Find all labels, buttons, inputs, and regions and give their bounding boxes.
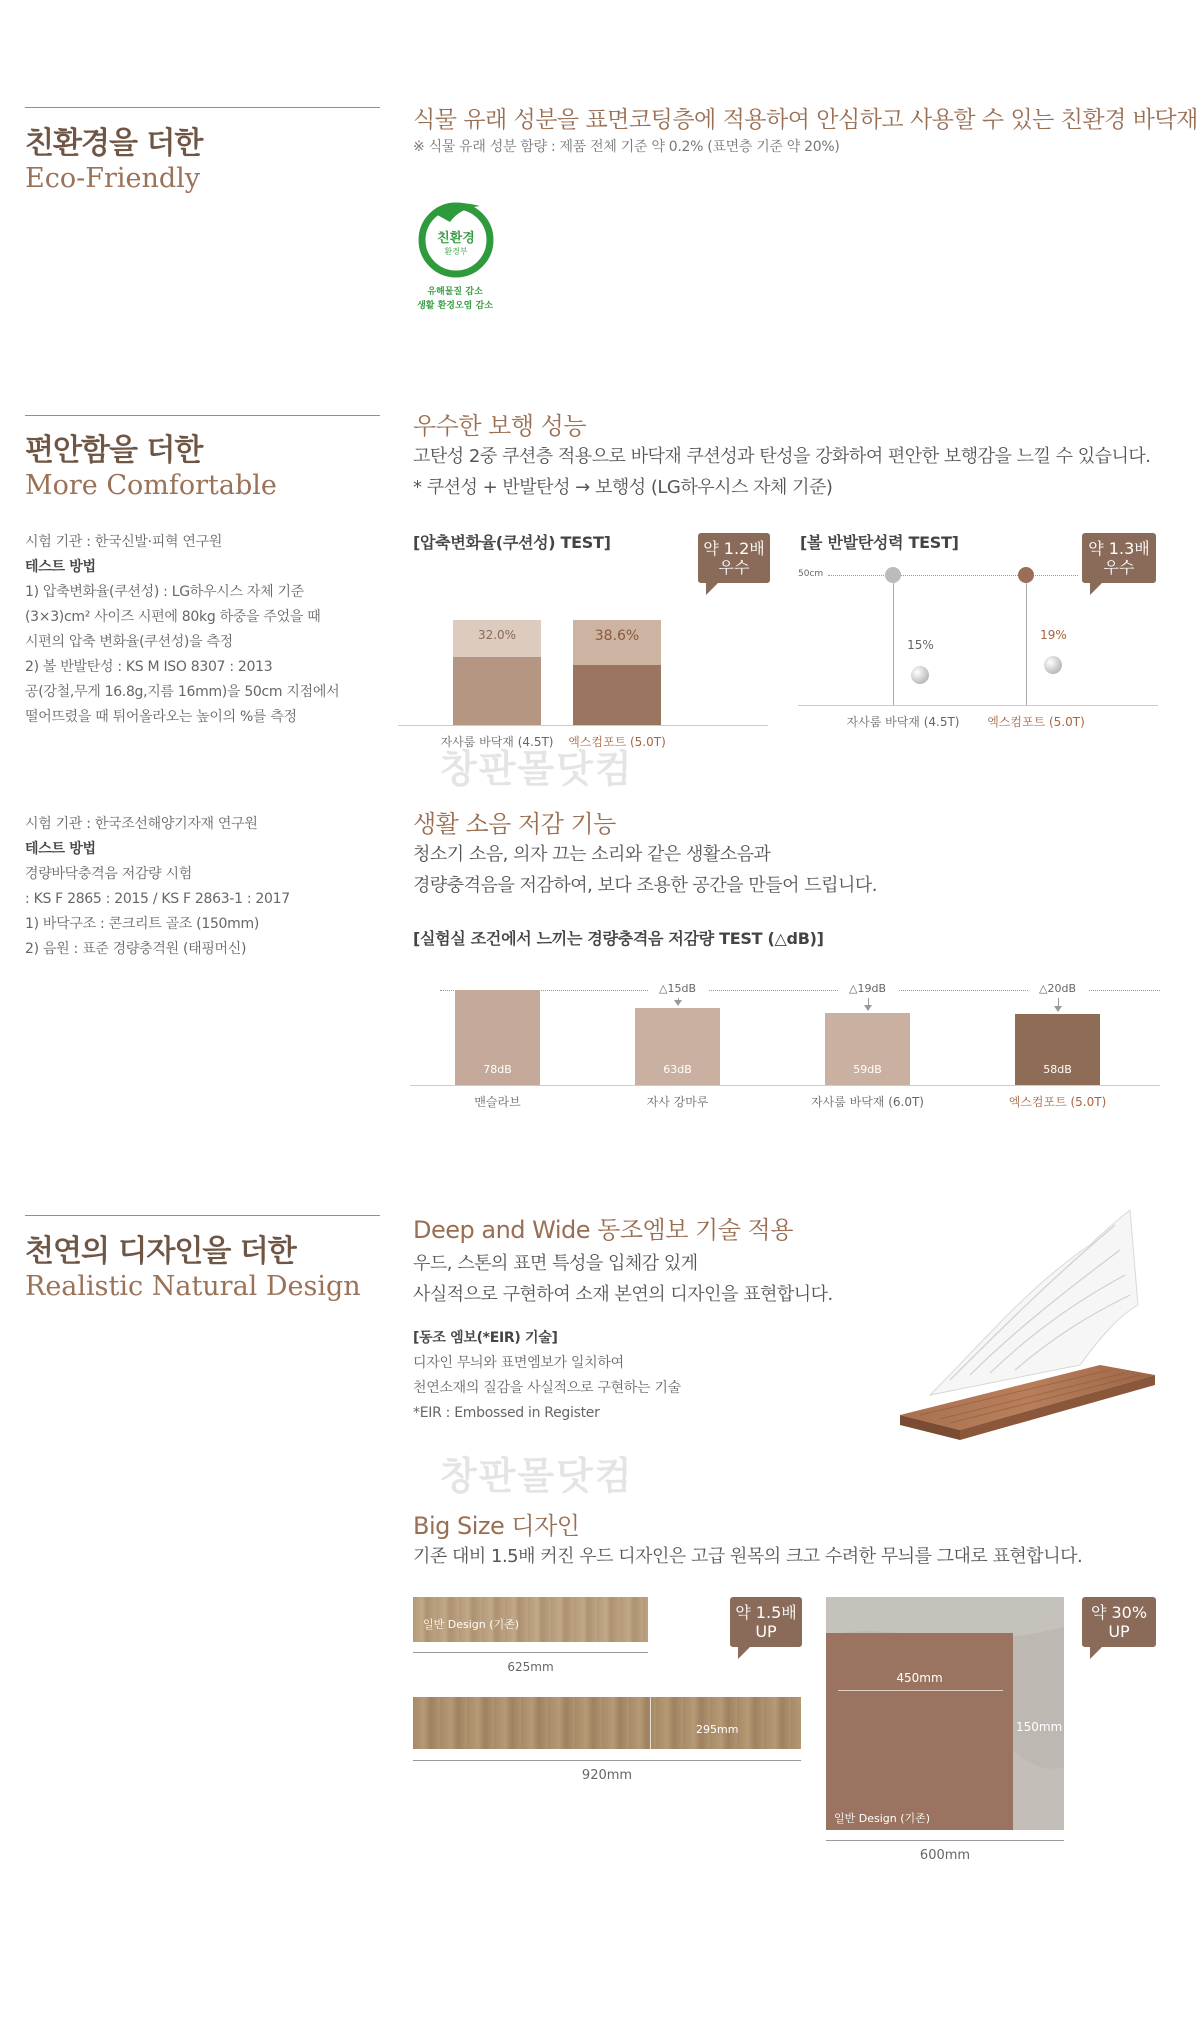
chart2-baseline: [798, 705, 1158, 706]
chart2-value-label: 19%: [1040, 627, 1067, 642]
chart3-value-label: 63dB: [663, 1063, 692, 1076]
emboss-body1: 우드, 스톤의 표면 특성을 입체감 있게: [413, 1253, 698, 1274]
stone-tile-standard: [826, 1633, 1013, 1830]
chart2-drop-line: [893, 583, 894, 705]
chart2-plot: [798, 560, 1158, 730]
noise-body1: 청소기 소음, 의자 끄는 소리와 같은 생활소음과: [413, 844, 771, 865]
eco-note: ※ 식물 유래 성분 함량 : 제품 전체 기준 약 0.2% (표면층 기준 약 20%): [413, 139, 840, 155]
dimension-line: [838, 1690, 1003, 1691]
test1-line: (3×3)cm² 사이즈 시편에 80kg 하중을 주었을 때: [25, 609, 321, 625]
stone-badge: [1082, 1597, 1156, 1647]
stone-inner-dim: 450mm: [896, 1671, 943, 1685]
test1-line: 시편의 압축 변화율(쿠션성)을 측정: [25, 634, 233, 650]
chart2-category-label: 엑스컴포트 (5.0T): [987, 715, 1085, 729]
dimension-line: [413, 1652, 648, 1653]
eco-headline: 식물 유래 성분을 표면코팅층에 적용하여 안심하고 사용할 수 있는 친환경 바닥재: [413, 107, 1198, 133]
chart3-arrow-head: [864, 1005, 872, 1011]
stone-dim: 600mm: [919, 1848, 971, 1863]
chart3-reduction-label: △15dB: [648, 982, 708, 995]
test1-org: 시험 기관 : 한국신발·피혁 연구원: [25, 534, 223, 550]
noise-heading: 생활 소음 저감 기능: [413, 810, 616, 838]
chart3-title: [실험실 조건에서 느끼는 경량충격음 저감량 TEST (△dB)]: [413, 929, 824, 948]
wood-large-dim: 920mm: [581, 1768, 633, 1783]
wood-badge-line2: UP: [755, 1622, 777, 1641]
eco-certification-logo: [410, 192, 495, 317]
emboss-body2: 사실적으로 구현하여 소재 본연의 디자인을 표현합니다.: [413, 1284, 833, 1305]
stone-side-dim: 150mm: [1016, 1720, 1063, 1734]
wood-badge: [730, 1597, 802, 1647]
chart1-category-label: 엑스컴포트 (5.0T): [568, 735, 666, 749]
test1-info: [25, 530, 385, 730]
chart2-badge-line1: 약 1.3배: [1088, 539, 1150, 558]
eco-logo-line2: 생활 환경오염 감소: [417, 301, 493, 311]
test2-line: 1) 바닥구조 : 콘크리트 골조 (150mm): [25, 916, 259, 932]
chart1-plot: [413, 590, 768, 749]
emboss-floor-illustration: [890, 1205, 1165, 1445]
divider: [25, 1215, 380, 1216]
chart3-reduction-label: △19dB: [838, 982, 898, 995]
emboss-sub-line: *EIR : Embossed in Register: [413, 1405, 600, 1421]
emboss-sub-line: 천연소재의 질감을 사실적으로 구현하는 기술: [413, 1380, 681, 1396]
chart2-bounce-ball: [1044, 656, 1062, 674]
wood-plank-standard: [413, 1597, 648, 1642]
chart3-baseline: [410, 1085, 1160, 1086]
eco-title-en: Eco-Friendly: [25, 163, 201, 194]
stone-badge-line2: UP: [1108, 1622, 1130, 1641]
test1-method-label: 테스트 방법: [25, 559, 96, 575]
chart1-badge-line2: 우수: [718, 558, 750, 577]
chart3-category-label: 자사 강마루: [646, 1095, 709, 1109]
test1-line: 떨어뜨렸을 때 튀어올라오는 높이의 %를 측정: [25, 709, 297, 725]
wood-plank-large: [413, 1697, 801, 1749]
test2-info: [25, 812, 385, 962]
design-title-ko: 천연의 디자인을 더한: [25, 1234, 296, 1269]
bigsize-body: 기존 대비 1.5배 커진 우드 디자인은 고급 원목의 크고 수려한 무늬를 그대로 표현합니다.: [413, 1546, 1083, 1567]
comfort-title-en: More Comfortable: [25, 470, 277, 501]
stone-standard-label: 일반 Design (기존): [834, 1812, 931, 1825]
walk-body: 고탄성 2중 쿠션층 적용으로 바닥재 쿠션성과 탄성을 강화하여 편안한 보행감을 느낄 수 있습니다.: [413, 446, 1151, 467]
chart2-height-line: [828, 575, 1078, 576]
divider: [25, 415, 380, 416]
chart1-baseline: [398, 725, 768, 726]
chart3-plot: [410, 960, 1160, 1125]
wood-standard-label: 일반 Design (기존): [423, 1618, 520, 1631]
wood-large-width: 295mm: [696, 1723, 739, 1736]
chart1-badge-line1: 약 1.2배: [703, 539, 765, 558]
stone-badge-line1: 약 30%: [1090, 1603, 1148, 1622]
dimension-line: [413, 1760, 801, 1761]
design-title-en: Realistic Natural Design: [25, 1271, 361, 1302]
emboss-sub-title: [동조 엠보(*EIR) 기술]: [413, 1330, 558, 1346]
walk-heading: 우수한 보행 성능: [413, 412, 587, 440]
comfort-title-ko: 편안함을 더한: [25, 433, 203, 468]
test1-line: 1) 압축변화율(쿠션성) : LG하우시스 자체 기준: [25, 584, 304, 600]
test2-line: 경량바닥충격음 저감량 시험: [25, 866, 192, 882]
chart3-arrow-head: [1054, 1006, 1062, 1012]
chart2-category-label: 자사룸 바닥재 (4.5T): [846, 715, 960, 729]
eco-title-ko: 친환경을 더한: [25, 126, 203, 161]
chart2-height-label: 50cm: [798, 569, 824, 579]
chart2-drop-ball: [1018, 567, 1034, 583]
chart3-category-label: 자사룸 바닥재 (6.0T): [811, 1095, 924, 1109]
wood-badge-line1: 약 1.5배: [735, 1603, 797, 1622]
chart1-title: [압축변화율(쿠션성) TEST]: [413, 533, 611, 552]
chart2-bounce-ball: [911, 666, 929, 684]
wood-standard-dim: 625mm: [507, 1660, 554, 1674]
chart3-value-label: 59dB: [853, 1063, 882, 1076]
divider: [25, 107, 380, 108]
bigsize-heading: Big Size 디자인: [413, 1512, 580, 1540]
chart1-bar: [573, 665, 661, 725]
test2-line: 2) 음원 : 표준 경량충격원 (태핑머신): [25, 941, 247, 957]
emboss-heading: Deep and Wide 동조엠보 기술 적용: [413, 1216, 793, 1244]
test1-line: 2) 볼 반발탄성 : KS M ISO 8307 : 2013: [25, 659, 273, 675]
emboss-sub: [413, 1326, 681, 1426]
chart1-value-label: 32.0%: [477, 628, 517, 642]
chart1-badge: [698, 533, 770, 583]
eco-logo-line1: 유해물질 감소: [427, 287, 483, 297]
chart2-drop-line: [1026, 583, 1027, 705]
watermark: 창판몰닷컴: [440, 747, 634, 791]
test2-org: 시험 기관 : 한국조선해양기자재 연구원: [25, 816, 258, 832]
eco-logo-sub: 환경부: [444, 247, 468, 256]
chart2-value-label: 15%: [907, 638, 934, 652]
plank-divider: [650, 1697, 651, 1749]
chart3-category-label: 맨슬라브: [474, 1095, 521, 1109]
test2-method-label: 테스트 방법: [25, 841, 96, 857]
chart3-arrow-head: [674, 1000, 682, 1006]
chart2-badge-line2: 우수: [1103, 558, 1135, 577]
dimension-line: [826, 1840, 1064, 1841]
chart3-category-label: 엑스컴포트 (5.0T): [1008, 1095, 1107, 1109]
emboss-sub-line: 디자인 무늬와 표면엠보가 일치하여: [413, 1355, 624, 1371]
watermark: 창판몰닷컴: [440, 1454, 634, 1498]
chart3-reduction-label: △20dB: [1028, 982, 1088, 995]
eco-logo-main: 친환경: [437, 231, 475, 246]
chart2-drop-ball: [885, 567, 901, 583]
test2-line: : KS F 2865 : 2015 / KS F 2863-1 : 2017: [25, 891, 290, 907]
chart3-value-label: 58dB: [1043, 1063, 1072, 1076]
chart3-value-label: 78dB: [483, 1063, 512, 1076]
chart1-value-label: 38.6%: [594, 628, 640, 644]
test1-line: 공(강철,무게 16.8g,지름 16mm)을 50cm 지점에서: [25, 684, 340, 700]
walk-note: * 쿠션성 + 반발탄성 → 보행성 (LG하우시스 자체 기준): [413, 477, 833, 498]
noise-body2: 경량충격음을 저감하여, 보다 조용한 공간을 만들어 드립니다.: [413, 875, 877, 896]
chart2-title: [볼 반발탄성력 TEST]: [800, 533, 959, 552]
chart1-bar: [453, 657, 541, 725]
chart1-category-label: 자사룸 바닥재 (4.5T): [440, 735, 554, 749]
